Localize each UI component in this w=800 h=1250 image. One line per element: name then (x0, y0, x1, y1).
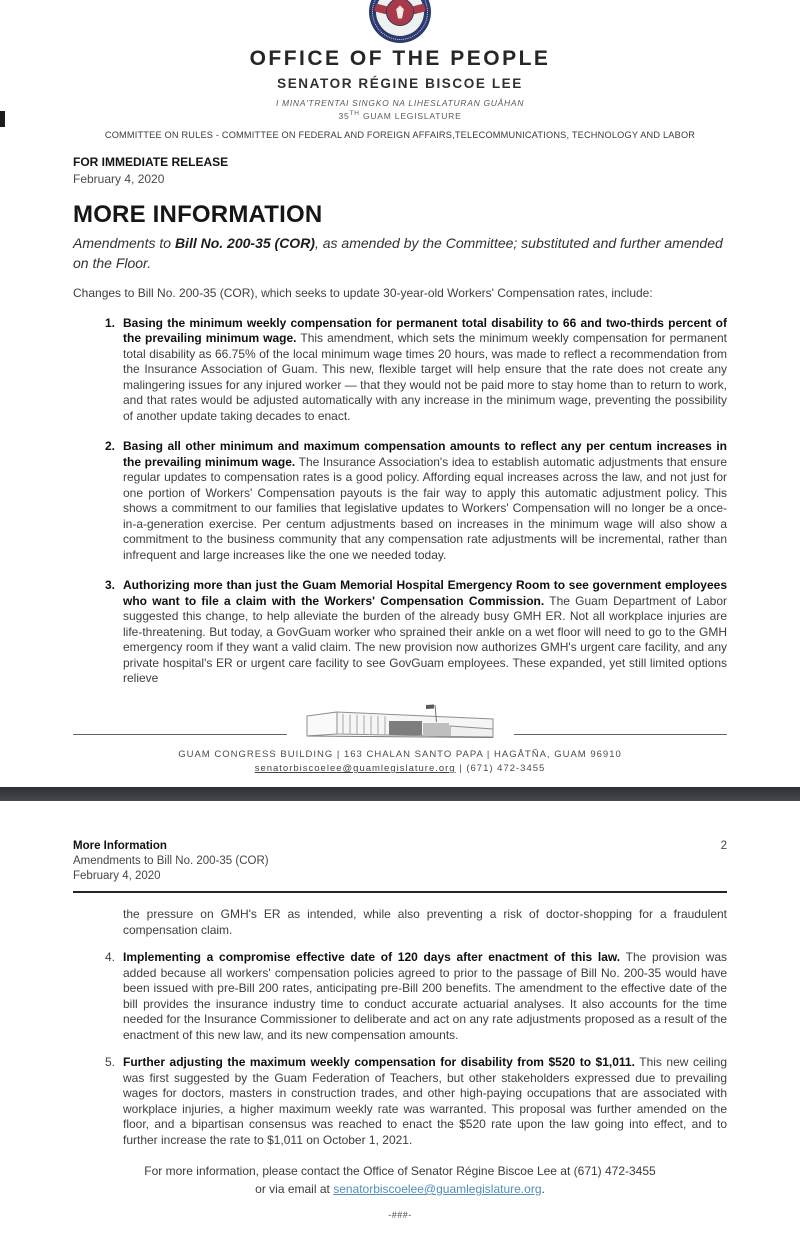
page2-header-date: February 4, 2020 (73, 870, 161, 882)
footer-address: GUAM CONGRESS BUILDING | 163 CHALAN SANTO PAPA | HAGÅTÑA, GUAM 96910 (178, 749, 622, 760)
legislature-line: 35TH GUAM LEGISLATURE (338, 110, 462, 121)
congress-building-sketch-icon (293, 703, 508, 743)
item-lead: Basing all other minimum and maximum compensation amounts to reflect any per centum increases in the prevailing minimum wage. (123, 439, 727, 469)
page1-footer (73, 703, 727, 774)
end-mark: -###- (388, 1210, 412, 1220)
item-text: Authorizing more than just the Guam Memorial Hospital Emergency Room to see government employees who want to file a claim with the Workers' Compensation Commission. The Guam Department of Labor suggested this change, to help alleviate the burden of the already busy GMH ER. Not all workplace injuries are life-threatening. But today, a GovGuam worker who sprained their ankle on a wet floor will need to go to the GMH emergency room if they want a valid claim. The new provision now authorizes GMH's urgent care facility, and any private hospital's ER or urgent care facility to see GovGuam employees. These expanded, yet still limited options relieve (123, 578, 728, 686)
list-item-5 (73, 1055, 727, 1148)
item-number: 3. (105, 578, 116, 593)
page2-header (73, 839, 727, 884)
list-item-2 (73, 439, 727, 563)
page2-header-left (73, 839, 269, 884)
guam-legislature-seal-icon (369, 0, 431, 43)
numbered-list-page2 (73, 950, 727, 1148)
closing-contact: For more information, please contact the Office of Senator Régine Biscoe Lee at (671) 472-3455 or via email at senatorbiscoelee@guamlegislature.org. (144, 1164, 656, 1196)
committee-line: COMMITTEE ON RULES - COMMITTEE ON FEDERAL AND FOREIGN AFFAIRS,TELECOMMUNICATIONS, TECHNOLOGY AND LABOR (104, 129, 696, 140)
office-title: OFFICE OF THE PEOPLE (249, 47, 551, 70)
item-number: 2. (105, 439, 116, 454)
item-text: Basing the minimum weekly compensation for permanent total disability to 66 and two-thirds percent of the prevailing minimum wage. This amendment, which sets the minimum weekly compensation for permanent total disability as 66.75% of the local minimum wage times 20 hours, was made to reflect a recommendation from the Insurance Association of Guam. This new, flexible target will help ensure that the rate does not create any malingering issues for any injured worker — that they would not be paid more to stay home than to return to work, and that rates would be adjusted automatically with any increase in the minimum wage, preventing the possibility of another update taking decades to enact. (123, 315, 728, 423)
item-text: Implementing a compromise effective date of 120 days after enactment of this law. The provision was added because all workers' compensation policies agreed to prior to the passage of Bill No. 200-35 would have been issued with pre-Bill 200 rates, anticipating pre-Bill 200 benefits. The amendment to the effective date of the bill provides the insurance industry time to conduct accurate actuarial analyses. It also accounts for the time needed for the Insurance Commissioner to deliberate and act on any rate adjustments proposed as a result of the enactment of this new law, and its new compensation amounts. (123, 950, 728, 1042)
page-subtitle: Amendments to Bill No. 200-35 (COR), as amended by the Committee; substituted and further amended on the Floor. (73, 234, 723, 271)
chamorro-legislature-line: I MINA'TRENTAI SINGKO NA LIHESLATURAN GUÅHAN (275, 98, 525, 108)
footer-contact-line: senatorbiscoelee@guamlegislature.org | (671) 472-3455 (254, 763, 546, 774)
for-immediate-release-label: FOR IMMEDIATE RELEASE (73, 154, 229, 169)
release-block (73, 155, 727, 187)
page-title: MORE INFORMATION (73, 200, 323, 228)
intro-paragraph: Changes to Bill No. 200-35 (COR), which seeks to update 30-year-old Workers' Compensation rates, include: (73, 285, 653, 300)
senator-name: SENATOR RÉGINE BISCOE LEE (277, 76, 523, 91)
item-number: 4. (105, 950, 116, 964)
scan-edge-artifact (0, 111, 5, 127)
page2-header-title: More Information (73, 840, 167, 852)
page2-page-number: 2 (720, 840, 727, 852)
numbered-list-page1 (73, 316, 727, 687)
item-lead: Authorizing more than just the Guam Memorial Hospital Emergency Room to see government employees who want to file a claim with the Workers' Compensation Commission. (123, 578, 727, 608)
item-lead: Implementing a compromise effective date of 120 days after enactment of this law. (123, 950, 621, 964)
item-text: Basing all other minimum and maximum compensation amounts to reflect any per centum increases in the prevailing minimum wage. The Insurance Association's idea to establish automatic adjustments that ensure regular updates to compensation rates is a good policy. Affording equal increases across the law, and not just for one portion of Workers' Compensation payouts is the fair way to apply this automatic adjustment policy. This shows a commitment to our families that legislative updates to Workers' Compensation will no longer be a once-in-a-generation exercise. Per centum adjustments based on increases in the minimum wage will also show a commitment to the business community that any compensation rate adjustments will be incremental, rather than infrequent and large increases like the one we needed today. (123, 439, 727, 562)
list-item-1 (73, 316, 727, 425)
closing-email-link[interactable]: senatorbiscoelee@guamlegislature.org (333, 1182, 542, 1196)
item-number: 1. (105, 315, 116, 330)
item-text: Further adjusting the maximum weekly compensation for disability from $520 to $1,011. This new ceiling was first suggested by the Guam Federation of Teachers, but other stakeholders expressed due to prevailing wages for doctors, masters in construction trades, and other high-paying occupations that are associated with workplace injuries, a higher maximum weekly rate was warranted. This proposal was further amended on the floor, and a bipartisan consensus was reached to enact the $520 rate upon the law going into effect, and to further increase the rate to $1,011 on October 1, 2021. (123, 1055, 727, 1147)
item-lead: Basing the minimum weekly compensation for permanent total disability to 66 and two-thirds percent of the prevailing minimum wage. (123, 315, 727, 346)
closing-line1: For more information, please contact the Office of Senator Régine Biscoe Lee at (671) 472-3455 (144, 1164, 656, 1178)
page2-header-rule (73, 891, 727, 893)
item-number: 5. (105, 1055, 116, 1069)
item-lead: Further adjusting the maximum weekly compensation for disability from $520 to $1,011. (123, 1055, 635, 1069)
release-date: February 4, 2020 (73, 171, 165, 186)
document-page-2 (0, 801, 800, 1250)
list-item-4 (73, 950, 727, 1043)
page2-header-subtitle: Amendments to Bill No. 200-35 (COR) (73, 855, 269, 867)
continuation-paragraph: the pressure on GMH's ER as intended, while also preventing a risk of doctor-shopping for a fraudulent compensation claim. (123, 907, 727, 937)
footer-email-link[interactable]: senatorbiscoelee@guamlegislature.org (254, 763, 456, 774)
page-separator (0, 787, 800, 801)
footer-phone: (671) 472-3455 (466, 763, 546, 774)
list-item-3 (73, 578, 727, 687)
footer-divider (73, 703, 727, 743)
